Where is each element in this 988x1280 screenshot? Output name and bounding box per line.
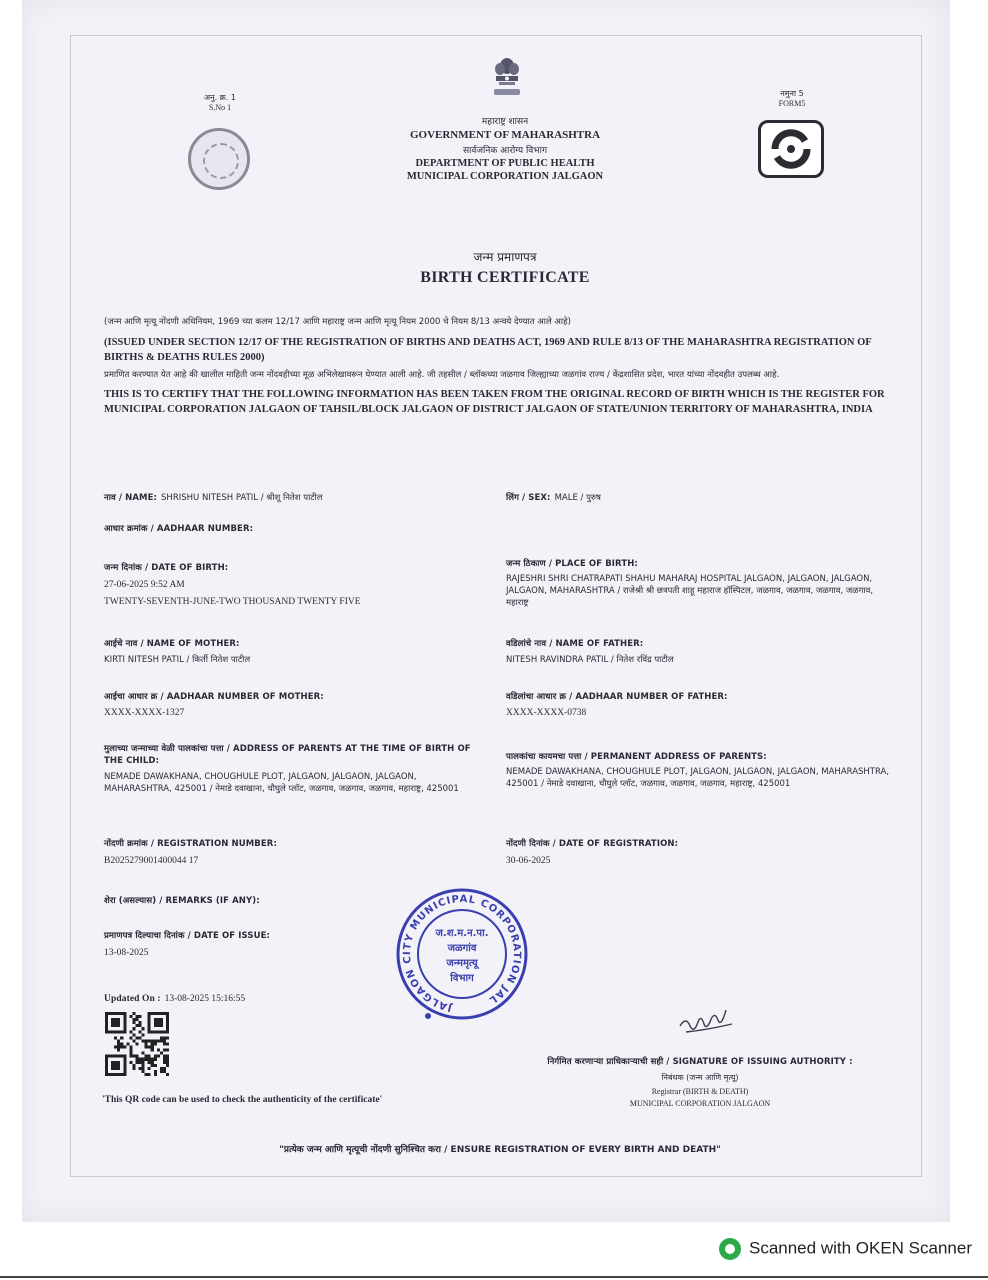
field-sex: लिंग / SEX: MALE / पुरुष: [506, 493, 601, 503]
health-logo-icon: [758, 120, 824, 178]
field-updated-on: Updated On : 13-08-2025 15:16:55: [104, 994, 246, 1004]
scanner-logo-icon: [719, 1238, 741, 1260]
field-aadhaar-father: वडिलांचा आधार क्र / AADHAAR NUMBER OF FATHER: XXXX-XXXX-0738: [506, 692, 728, 718]
field-place-of-birth: जन्म ठिकाण / PLACE OF BIRTH: RAJESHRI SHRI CHATRAPATI SHAHU MAHARAJ HOSPITAL JALGAON, JALGAON, JALGAON, JALGAON, MAHARASHTRA / राजेश्री श्री छत्रपती शाहू महाराज हॉस्पिटल, जळगाव, जळगाव, जळगाव, जळगाव, महाराष्ट्र: [506, 559, 874, 608]
bottom-divider: [0, 1276, 988, 1278]
footer-slogan: "प्रत्येक जन्म आणि मृत्यूची नोंदणी सुनिश्चित करा / ENSURE REGISTRATION OF EVERY BIRTH AND DEATH": [279, 1145, 721, 1155]
stamp-line-4: विभाग: [450, 973, 474, 984]
field-aadhaar-label: आधार क्रमांक / AADHAAR NUMBER:: [104, 524, 254, 534]
stamp-line-1: ज.श.म.न.पा.: [435, 928, 489, 939]
national-emblem-icon: [490, 56, 524, 100]
qr-note: 'This QR code can be used to check the authenticity of the certificate': [102, 1095, 383, 1105]
field-date-of-birth: जन्म दिनांक / DATE OF BIRTH: 27-06-2025 9:52 AM TWENTY-SEVENTH-JUNE-TWO THOUSAND TWENTY FIVE: [104, 563, 361, 607]
municipal-stamp: [386, 884, 538, 1024]
field-remarks: शेरा (असल्यास) / REMARKS (IF ANY):: [104, 896, 260, 906]
signature-scribble-icon: [676, 1004, 740, 1038]
field-permanent-address: पालकांचा कायमचा पत्ता / PERMANENT ADDRESS OF PARENTS: NEMADE DAWAKHANA, CHOUGHULE PLOT, JALGAON, JALGAON, JALGAON, MAHARASHTRA, 425001 / नेमाडे दवाखाना, चौघुले प्लॉट, जळगाव, जळगाव, जळगाव, महाराष्ट्र, 425001: [506, 752, 890, 789]
certificate-title: जन्म प्रमाणपत्र BIRTH CERTIFICATE: [420, 250, 590, 286]
stamp-line-2: जळगांव: [447, 943, 477, 954]
issuing-authority-header: महाराष्ट्र शासन GOVERNMENT OF MAHARASHTRA सार्वजनिक आरोग्य विभाग DEPARTMENT OF PUBLIC HEALTH MUNICIPAL CORPORATION JALGAON: [406, 117, 604, 182]
field-name: नाव / NAME: SHRISHU NITESH PATIL / श्रीशू नितेश पाटील: [104, 493, 323, 503]
field-aadhaar-mother: आईचा आधार क्र / AADHAAR NUMBER OF MOTHER: XXXX-XXXX-1327: [104, 692, 324, 718]
maharashtra-seal-icon: [188, 128, 250, 190]
stamp-line-3: जन्ममृत्यू: [446, 958, 478, 969]
qr-code-icon: [104, 1012, 170, 1076]
field-address-at-birth: मुलाच्या जन्माच्या वेळी पालकांचा पत्ता / ADDRESS OF PARENTS AT THE TIME OF BIRTH OF THE CHILD: NEMADE DAWAKHANA, CHOUGHULE PLOT, JALGAON, JALGAON, JALGAON, MAHARASHTRA, 425001 / नेमाडे दवाखाना, चौघुले प्लॉट, जळगाव, जळगाव, जळगाव, महाराष्ट्र, 425001: [104, 744, 471, 794]
form-number: नमुना 5 FORM5: [778, 89, 806, 108]
field-father-name: वडिलांचे नाव / NAME OF FATHER: NITESH RAVINDRA PATIL / नितेश रविंद्र पाटील: [506, 639, 674, 665]
stamp-ring-text: JALGAON CITY MUNICIPAL CORPORATION JAL: [401, 893, 523, 1013]
field-date-of-issue: प्रमाणपत्र दिल्याचा दिनांक / DATE OF ISSUE: 13-08-2025: [104, 931, 270, 958]
field-registration-number: नोंदणी क्रमांक / REGISTRATION NUMBER: B2025279001400044 17: [104, 839, 277, 866]
serial-number: अनु. क्र. 1 S.No 1: [204, 93, 236, 112]
field-mother-name: आईचे नाव / NAME OF MOTHER: KIRTI NITESH PATIL / किर्ती नितेश पाटील: [104, 639, 251, 665]
signature-block: निर्गमित करणाऱ्या प्राधिकाऱ्याची सही / SIGNATURE OF ISSUING AUTHORITY : निबंधक (जन्म आणि मृत्यू) Registrar (BIRTH & DEATH) MUNICIPAL CORPORATION JALGAON: [547, 1057, 853, 1108]
certificate-intro: (जन्म आणि मृत्यू नोंदणी अधिनियम, 1969 च्या कलम 12/17 आणि महाराष्ट्र जन्म आणि मृत्यू नियम 2000 चे नियम 8/13 अन्वये देण्यात आले आहे) (ISSUED UNDER SECTION 12/17 OF THE REGISTRATION OF BIRTHS AND DEATHS ACT, 1969 AND RULE 8/13 OF THE MAHARASHTRA REGISTRATION OF BIRTHS & DEATHS RULES 2000) प्रमाणित करण्यात येत आहे की खालील माहिती जन्म नोंदवहीच्या मूळ अभिलेखावरून घेण्यात आली आहे. जी तहसील / ब्लॉकच्या जळगाव जिल्ह्याच्या जळगांव राज्य / केंद्रशासित प्रदेश, भारत यांच्या नोंदवहीत उपलब्ध आहे. THIS IS TO CERTIFY THAT THE FOLLOWING INFORMATION HAS BEEN TAKEN FROM THE ORIGINAL RECORD OF BIRTH WHICH IS THE REGISTER FOR MUNICIPAL CORPORATION JALGAON OF TAHSIL/BLOCK JALGAON OF DISTRICT JALGAON OF STATE/UNION TERRITORY OF MAHARASHTRA, INDIA: [104, 317, 885, 415]
scanner-watermark: Scanned with OKEN Scanner: [719, 1238, 972, 1260]
field-registration-date: नोंदणी दिनांक / DATE OF REGISTRATION: 30-06-2025: [506, 839, 679, 866]
